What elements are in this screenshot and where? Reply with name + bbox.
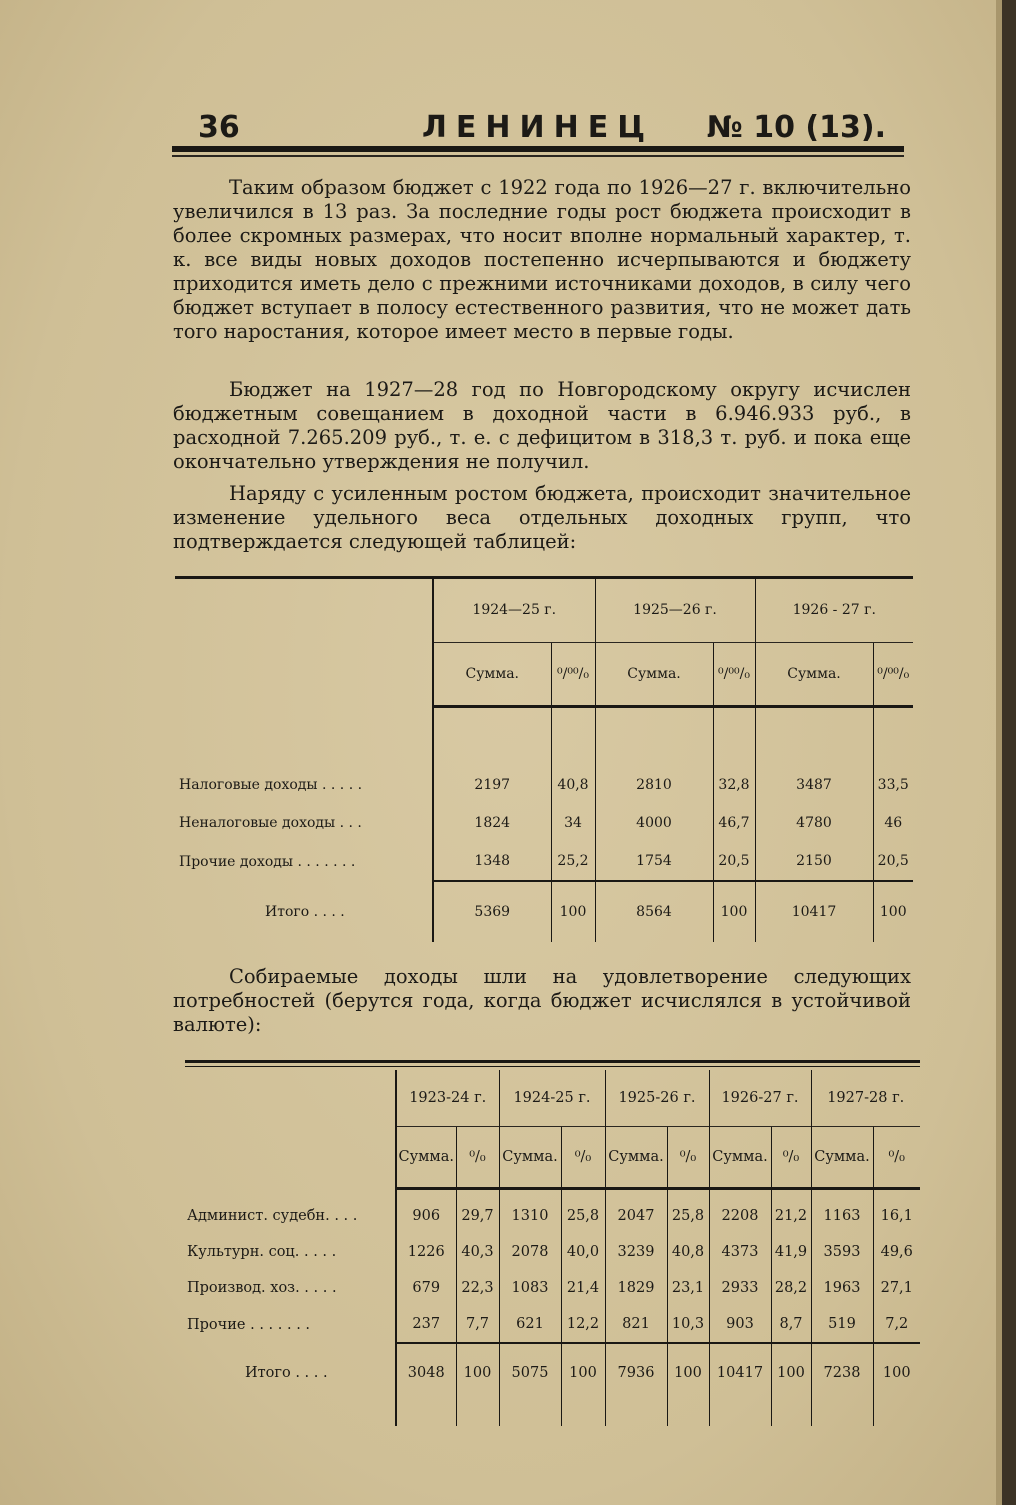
percent-header: ⁰/₀ (456, 1127, 499, 1189)
cell: 41,9 (771, 1234, 811, 1270)
table2-subheader-row (185, 1127, 920, 1189)
total-label: Итого . . . . (265, 903, 345, 920)
cell: 4000 (595, 804, 713, 842)
row-label: Прочие . . . . . . . (187, 1316, 311, 1333)
cell: 1824 (433, 804, 551, 842)
cell: 4780 (755, 804, 873, 842)
table2-year: 1927-28 г. (811, 1070, 920, 1127)
cell: 100 (873, 881, 913, 942)
table2-top-rule-thin (185, 1066, 920, 1067)
table1-year: 1924—25 г. (433, 578, 595, 643)
percent-header: ⁰/⁰⁰/₀ (551, 643, 595, 707)
row-label: Прочие доходы . . . . . . . (179, 853, 356, 870)
sum-header: Сумма. (396, 1127, 456, 1189)
cell: 100 (667, 1343, 709, 1402)
cell: 679 (396, 1270, 456, 1306)
cell: 10417 (755, 881, 873, 942)
table-row (185, 1234, 920, 1270)
table-row (185, 1198, 920, 1234)
cell: 2047 (605, 1198, 667, 1234)
cell: 33,5 (873, 766, 913, 804)
table2-top-rule (185, 1060, 920, 1063)
cell: 3048 (396, 1343, 456, 1402)
cell: 100 (771, 1343, 811, 1402)
table2-year: 1925-26 г. (605, 1070, 709, 1127)
table-row (175, 766, 913, 804)
table1-year: 1925—26 г. (595, 578, 755, 643)
sum-header: Сумма. (709, 1127, 771, 1189)
cell: 1226 (396, 1234, 456, 1270)
table-row (185, 1270, 920, 1306)
cell: 100 (551, 881, 595, 942)
table2-year: 1923-24 г. (396, 1070, 499, 1127)
sum-header: Сумма. (433, 643, 551, 707)
cell: 1829 (605, 1270, 667, 1306)
row-label: Производ. хоз. . . . . (187, 1280, 337, 1296)
cell: 20,5 (713, 842, 755, 881)
paragraph-3: Наряду с усиленным ростом бюджета, происходит значительное изменение удельного веса отдельных доходных групп, что подтверждается следующей таблицей: (173, 482, 911, 553)
cell: 7,2 (873, 1306, 920, 1343)
cell: 20,5 (873, 842, 913, 881)
table1-year: 1926 - 27 г. (755, 578, 913, 643)
issue-number: № 10 (13). (706, 110, 886, 145)
total-row (185, 1343, 920, 1402)
cell: 34 (551, 804, 595, 842)
cell: 2150 (755, 842, 873, 881)
cell: 4373 (709, 1234, 771, 1270)
total-label: Итого . . . . (245, 1364, 328, 1381)
cell: 7,7 (456, 1306, 499, 1343)
cell: 8564 (595, 881, 713, 942)
percent-header: ⁰/₀ (667, 1127, 709, 1189)
cell: 2933 (709, 1270, 771, 1306)
cell: 23,1 (667, 1270, 709, 1306)
cell: 5369 (433, 881, 551, 942)
cell: 237 (396, 1306, 456, 1343)
row-label: Админист. судебн. . . . (187, 1208, 358, 1224)
percent-header: ⁰/₀ (873, 1127, 920, 1189)
cell: 5075 (499, 1343, 561, 1402)
cell: 8,7 (771, 1306, 811, 1343)
cell: 1163 (811, 1198, 873, 1234)
cell: 3239 (605, 1234, 667, 1270)
cell: 32,8 (713, 766, 755, 804)
cell: 519 (811, 1306, 873, 1343)
page-edge (1002, 0, 1016, 1505)
cell: 2810 (595, 766, 713, 804)
cell: 100 (561, 1343, 605, 1402)
cell: 49,6 (873, 1234, 920, 1270)
sum-header: Сумма. (811, 1127, 873, 1189)
table-row (185, 1306, 920, 1343)
cell: 100 (456, 1343, 499, 1402)
income-groups-table (175, 578, 913, 942)
cell: 25,2 (551, 842, 595, 881)
cell: 2078 (499, 1234, 561, 1270)
cell: 906 (396, 1198, 456, 1234)
cell: 1754 (595, 842, 713, 881)
cell: 21,4 (561, 1270, 605, 1306)
cell: 22,3 (456, 1270, 499, 1306)
cell: 100 (873, 1343, 920, 1402)
cell: 821 (605, 1306, 667, 1343)
table1-subheader-row (175, 643, 913, 707)
cell: 40,8 (551, 766, 595, 804)
cell: 29,7 (456, 1198, 499, 1234)
cell: 28,2 (771, 1270, 811, 1306)
sum-header: Сумма. (755, 643, 873, 707)
total-row (175, 881, 913, 942)
cell: 1310 (499, 1198, 561, 1234)
cell: 7936 (605, 1343, 667, 1402)
sum-header: Сумма. (605, 1127, 667, 1189)
cell: 2197 (433, 766, 551, 804)
cell: 621 (499, 1306, 561, 1343)
cell: 10417 (709, 1343, 771, 1402)
table-row (175, 804, 913, 842)
cell: 25,8 (667, 1198, 709, 1234)
cell: 3593 (811, 1234, 873, 1270)
cell: 1963 (811, 1270, 873, 1306)
cell: 40,0 (561, 1234, 605, 1270)
row-label: Культурн. соц. . . . . (187, 1244, 337, 1260)
cell: 10,3 (667, 1306, 709, 1343)
cell: 21,2 (771, 1198, 811, 1234)
cell: 40,8 (667, 1234, 709, 1270)
cell: 16,1 (873, 1198, 920, 1234)
paragraph-4: Собираемые доходы шли на удовлетворение следующих потребностей (берутся года, когда бюджет исчислялся в устойчивой валюте): (173, 965, 911, 1036)
page-header (172, 108, 904, 144)
journal-title: ЛЕНИНЕЦ (422, 110, 655, 145)
sum-header: Сумма. (595, 643, 713, 707)
cell: 40,3 (456, 1234, 499, 1270)
cell: 25,8 (561, 1198, 605, 1234)
cell: 12,2 (561, 1306, 605, 1343)
header-rule-thin (172, 155, 904, 157)
table2-year: 1924-25 г. (499, 1070, 605, 1127)
cell: 27,1 (873, 1270, 920, 1306)
cell: 46,7 (713, 804, 755, 842)
cell: 7238 (811, 1343, 873, 1402)
sum-header: Сумма. (499, 1127, 561, 1189)
paragraph-1: Таким образом бюджет с 1922 года по 1926—27 г. включительно увеличился в 13 раз. За последние годы рост бюджета происходит в более скромных размерах, что носит вполне нормальный характер, т. к. все виды новых доходов постепенно исчерпываются и бюджету приходится иметь дело с прежними источниками доходов, в силу чего бюджет вступает в полосу естественного развития, что не может дать того наростания, которое имеет место в первые годы. (173, 176, 911, 343)
cell: 100 (713, 881, 755, 942)
cell: 2208 (709, 1198, 771, 1234)
header-rule-thick (172, 146, 904, 152)
row-label: Неналоговые доходы . . . (179, 815, 362, 831)
cell: 46 (873, 804, 913, 842)
row-label: Налоговые доходы . . . . . (179, 777, 363, 793)
cell: 1083 (499, 1270, 561, 1306)
table1-year-row (175, 578, 913, 643)
percent-header: ⁰/₀ (561, 1127, 605, 1189)
page-number: 36 (198, 110, 240, 145)
percent-header: ⁰/₀ (771, 1127, 811, 1189)
percent-header: ⁰/⁰⁰/₀ (873, 643, 913, 707)
paragraph-2: Бюджет на 1927—28 год по Новгородскому округу исчислен бюджетным совещанием в доходной части в 6.946.933 руб., в расходной 7.265.209 руб., т. е. с дефицитом в 318,3 т. руб. и пока еще окончательно утверждения не получил. (173, 378, 911, 473)
table-row (175, 842, 913, 881)
cell: 3487 (755, 766, 873, 804)
cell: 1348 (433, 842, 551, 881)
percent-header: ⁰/⁰⁰/₀ (713, 643, 755, 707)
table2-year: 1926-27 г. (709, 1070, 811, 1127)
table2-year-row (185, 1070, 920, 1127)
expenses-table (185, 1070, 920, 1426)
cell: 903 (709, 1306, 771, 1343)
